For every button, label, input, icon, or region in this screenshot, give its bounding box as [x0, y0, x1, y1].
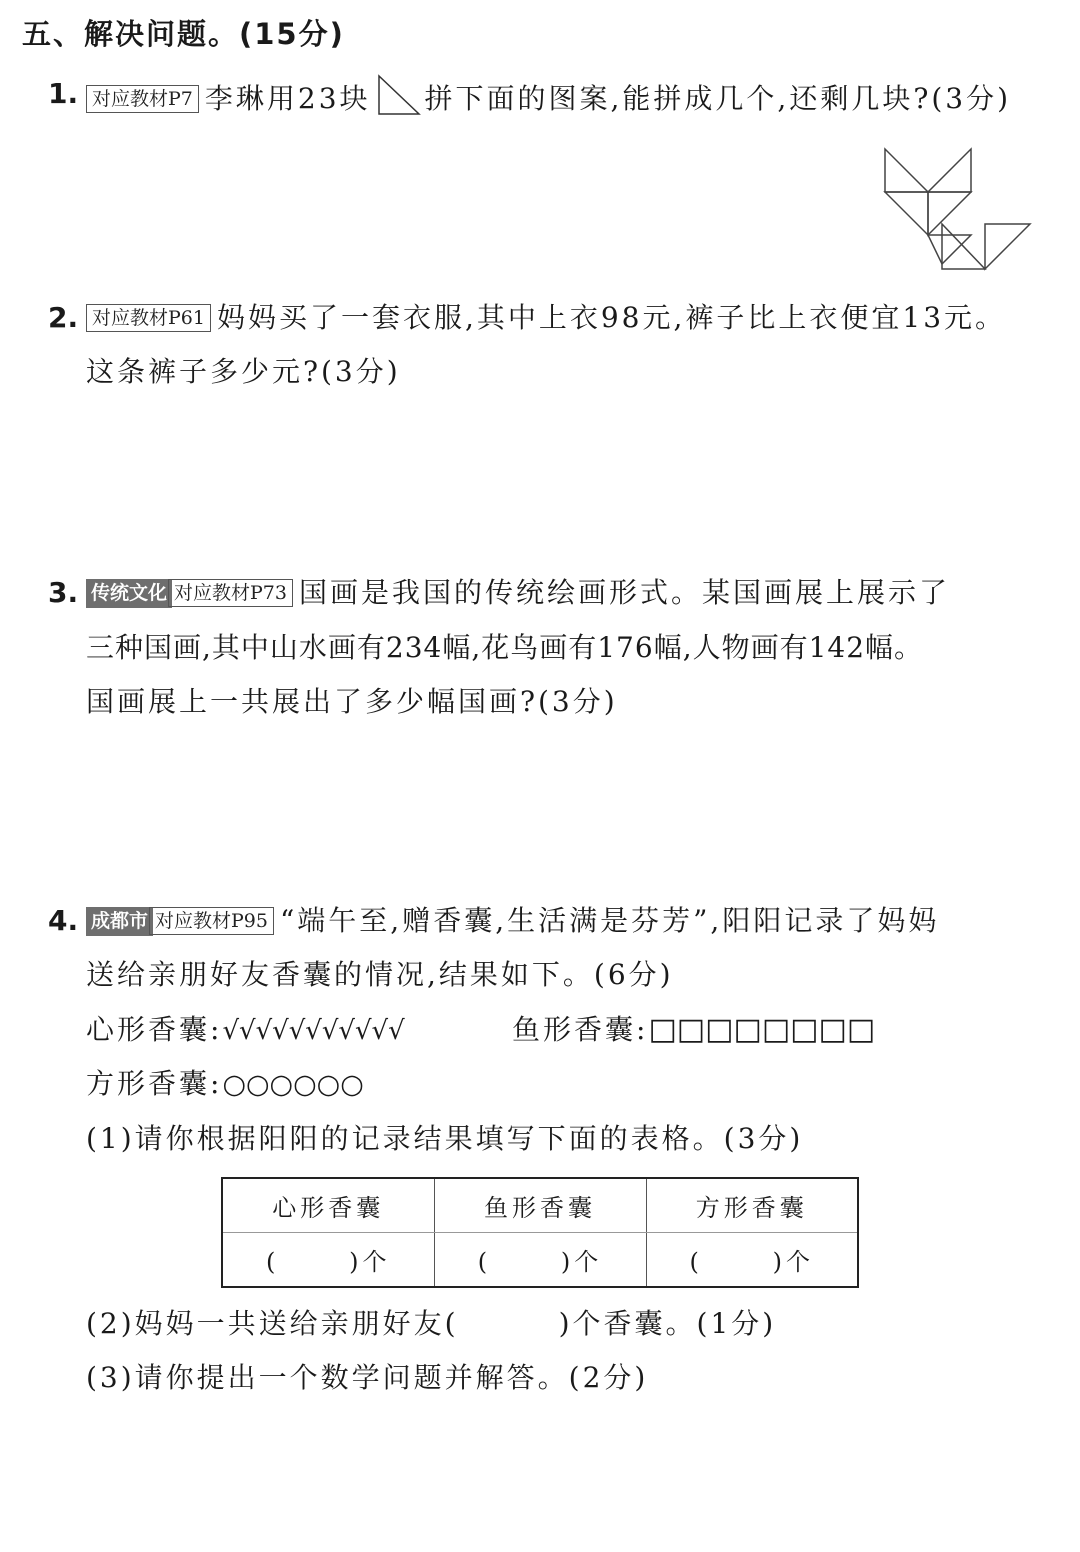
q4-city-tag: 成都市: [86, 907, 153, 936]
q3-culture-tag: 传统文化: [86, 579, 172, 608]
q1-text: [86, 74, 1011, 119]
q4-sub2-after: )个香囊。(1分): [558, 1307, 777, 1340]
q3-number: 3.: [48, 576, 79, 609]
q4-number: 4.: [48, 904, 79, 937]
q4-sub2-before: (2)妈妈一共送给亲朋好友(: [86, 1307, 459, 1340]
q3-line-2: 三种国画,其中山水画有234幅,花鸟画有176幅,人物画有142幅。: [86, 631, 924, 664]
pattern-triangle-2: [885, 192, 928, 235]
q3-textbook-tag: 对应教材P73: [168, 579, 293, 607]
q4-line-1: [86, 901, 939, 941]
pattern-triangle-4: [928, 149, 971, 192]
table-header-heart: 心形香囊: [222, 1178, 434, 1233]
q3-line-1-text: 国画是我国的传统绘画形式。某国画展上展示了: [298, 576, 950, 609]
q4-record-fish: [512, 1010, 875, 1050]
q2-textbook-tag: 对应教材P61: [86, 304, 211, 332]
q4-sub-question-1: (1)请你根据阳阳的记录结果填写下面的表格。(3分): [86, 1122, 804, 1155]
q4-record-line-1: [86, 1010, 405, 1051]
heart-sachet-label: 心形香囊:: [86, 1013, 223, 1046]
heart-sachet-marks: √√√√√√√√√√√: [222, 1016, 405, 1046]
section-title: 五、解决问题。(15分): [22, 17, 345, 51]
q4-line-1-text: “端午至,赠香囊,生活满是芬芳”,阳阳记录了妈妈: [279, 904, 940, 937]
answer-blank-heart[interactable]: ( )个: [222, 1233, 434, 1288]
answer-blank-fish[interactable]: ( )个: [434, 1233, 646, 1288]
pattern-triangle-3: [928, 192, 971, 235]
pattern-triangle-1: [885, 149, 928, 192]
q1-number: 1.: [48, 77, 79, 110]
answer-blank-square[interactable]: ( )个: [646, 1233, 858, 1288]
q3-line-3: 国画展上一共展出了多少幅国画?(3分): [86, 685, 618, 718]
q4-record-line-2: [86, 1064, 364, 1105]
table-header-fish: 鱼形香囊: [434, 1178, 646, 1233]
q4-line-2: 送给亲朋好友香囊的情况,结果如下。(6分): [86, 958, 674, 991]
q1-text-before: 李琳用23块: [204, 82, 371, 115]
q2-line-2: 这条裤子多少元?(3分): [86, 355, 401, 388]
table-header-square: 方形香囊: [646, 1178, 858, 1233]
table-header-row: [222, 1178, 858, 1233]
q4-sub-question-2: [86, 1304, 776, 1344]
triangle-pattern-figure: [880, 144, 1036, 274]
q1-textbook-tag: 对应教材P7: [86, 85, 199, 113]
q2-number: 2.: [48, 301, 79, 334]
q2-line-1-text: 妈妈买了一套衣服,其中上衣98元,裤子比上衣便宜13元。: [216, 301, 1007, 334]
pattern-triangle-8: [985, 224, 1030, 269]
fish-sachet-marks: □□□□□□□□: [648, 1012, 876, 1047]
table-row: [222, 1233, 858, 1288]
q4-textbook-tag: 对应教材P95: [149, 907, 274, 935]
q2-line-1: [86, 298, 1006, 338]
pattern-triangle-5: [928, 235, 971, 264]
square-sachet-label: 方形香囊:: [86, 1067, 223, 1100]
triangle-piece-icon: [377, 74, 421, 116]
pattern-triangle-6: [942, 224, 985, 269]
q1-text-after: 拼下面的图案,能拼成几个,还剩几块?(3分): [424, 82, 1011, 115]
q4-sub-question-3: (3)请你提出一个数学问题并解答。(2分): [86, 1361, 649, 1394]
square-sachet-marks: ○○○○○○: [222, 1069, 364, 1100]
answer-table: [221, 1177, 859, 1288]
fish-sachet-label: 鱼形香囊:: [512, 1013, 649, 1046]
q3-line-1: [86, 573, 950, 613]
